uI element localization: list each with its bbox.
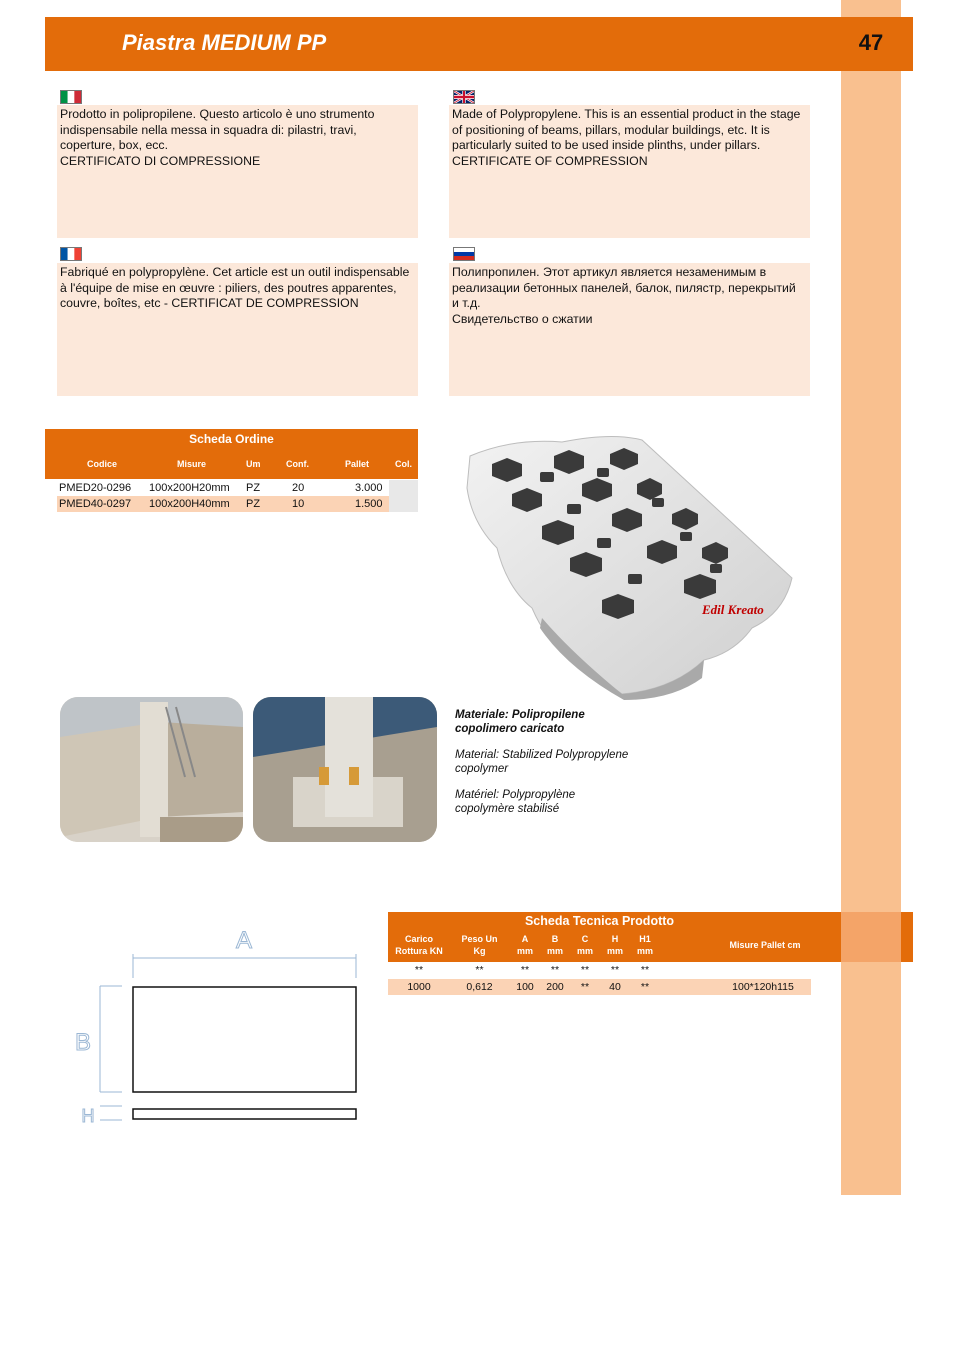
- description-russian: [449, 263, 810, 396]
- description-french: [57, 263, 418, 396]
- description-line: couvre, boîtes, etc - CERTIFICAT DE COMPRESSION: [60, 296, 359, 310]
- material-line: copolymer: [455, 763, 509, 775]
- technical-header-side: [841, 912, 901, 962]
- page-number: 47: [858, 30, 884, 55]
- description-line: of positioning of beams, pillars, modular buildings, etc. It is: [452, 122, 770, 137]
- tech-cell: 0,612: [466, 981, 493, 993]
- tech-col-label: B: [551, 934, 559, 944]
- description-line: CERTIFICATE OF COMPRESSION: [452, 153, 648, 168]
- italy-flag-icon: [60, 90, 82, 104]
- order-cell-pallet: 3.000: [355, 482, 383, 494]
- tech-col-a: [510, 933, 540, 957]
- tech-col-unit: mm: [516, 946, 533, 956]
- order-row: [57, 496, 389, 512]
- tech-cell: **: [580, 981, 590, 993]
- material-line: Matériel: Polypropylène: [455, 789, 576, 801]
- material-italian: [455, 708, 585, 736]
- material-line: copolimero caricato: [455, 723, 565, 735]
- description-line: indispensabile nella messa in squadra di: pilastri, travi,: [60, 122, 357, 137]
- tech-col-b: [540, 933, 570, 957]
- tech-row: [388, 979, 811, 995]
- tech-row: [388, 962, 811, 978]
- material-line: copolymère stabilisé: [455, 803, 560, 815]
- order-cell-codice: PMED20-0296: [59, 482, 132, 494]
- tech-col-label: A: [521, 934, 529, 944]
- description-line: Fabriqué en polypropylène. Cet article est un outil indispensable: [60, 265, 410, 279]
- tech-cell: **: [520, 964, 530, 976]
- description-line: Made of Polypropylene. This is an essential product in the stage: [452, 107, 801, 121]
- tech-col-unit: Rottura KN: [395, 946, 443, 956]
- tech-cell: **: [610, 964, 620, 976]
- material-line: Materiale: Polipropilene: [455, 709, 585, 721]
- tech-col-h: [600, 933, 630, 957]
- order-cell-misure: 100x200H20mm: [149, 482, 230, 494]
- tech-cell: **: [414, 964, 424, 976]
- tech-col-pallet: Misure Pallet cm: [729, 940, 801, 950]
- material-french: [455, 788, 575, 816]
- tech-col-unit: mm: [576, 946, 593, 956]
- description-line: реализации бетонных панелей, балок, пилястр, перекрытий: [452, 280, 796, 295]
- product-logo-text: Edil Kreato: [702, 602, 764, 617]
- order-table-header: [45, 429, 418, 479]
- tech-cell: **: [640, 981, 650, 993]
- description-italian: [57, 105, 418, 238]
- order-cell-um: PZ: [246, 498, 261, 510]
- tech-col-unit: mm: [546, 946, 563, 956]
- tech-col-label: H: [611, 934, 619, 944]
- order-col-misure: Misure: [177, 459, 207, 469]
- tech-cell: **: [550, 964, 560, 976]
- material-english: [455, 748, 628, 776]
- tech-col-label: Carico: [404, 934, 433, 944]
- order-cell-codice: PMED40-0297: [59, 498, 132, 510]
- dimension-label-h: H: [81, 1106, 95, 1126]
- tech-cell: 1000: [407, 981, 431, 993]
- order-col-col: Col.: [395, 459, 412, 469]
- description-line: coperture, box, ecc.: [60, 138, 168, 152]
- tech-col-unit: mm: [606, 946, 623, 956]
- construction-photo-wall: [60, 697, 243, 842]
- dimension-label-b: B: [74, 1029, 92, 1056]
- construction-photo-pillar: [253, 697, 437, 842]
- order-cell-conf: 20: [292, 482, 305, 494]
- tech-cell: **: [580, 964, 590, 976]
- order-cell-um: PZ: [246, 482, 261, 494]
- tech-cell: 200: [546, 981, 564, 993]
- order-table-title: Scheda Ordine: [189, 432, 274, 446]
- order-col-conf: Conf.: [286, 459, 309, 469]
- page-title: Piastra MEDIUM PP: [122, 30, 327, 55]
- description-line: Свидетельство о сжатии: [452, 311, 593, 326]
- tech-col-unit: Kg: [473, 946, 486, 956]
- tech-cell: **: [475, 964, 484, 976]
- tech-col-peso: [452, 933, 507, 957]
- description-english: [449, 105, 810, 238]
- description-line: particularly suited to be used inside plinths, under pillars.: [452, 138, 761, 152]
- tech-cell: 40: [609, 981, 621, 993]
- tech-col-label: Peso Un: [461, 934, 498, 944]
- description-line: и т.д.: [452, 296, 481, 310]
- tech-col-label: C: [581, 934, 589, 944]
- tech-col-carico: [390, 933, 448, 957]
- russia-flag-icon: [453, 247, 475, 261]
- product-plate-image: [452, 428, 797, 700]
- order-cell-conf: 10: [292, 498, 305, 510]
- order-col-codice: Codice: [87, 459, 118, 469]
- france-flag-icon: [60, 247, 82, 261]
- order-cell-pallet: 1.500: [355, 498, 383, 510]
- order-col-pallet: Pallet: [345, 459, 370, 469]
- tech-col-label: H1: [639, 934, 651, 944]
- order-col-um: Um: [246, 459, 261, 469]
- description-line: à l'équipe de mise en œuvre : piliers, des poutres apparentes,: [60, 280, 397, 295]
- tech-cell: **: [640, 964, 650, 976]
- side-strip: [841, 0, 901, 1195]
- order-row: [57, 480, 389, 496]
- tech-col-h1: [630, 933, 660, 957]
- order-color-cell: [389, 480, 418, 512]
- description-line: CERTIFICATO DI COMPRESSIONE: [60, 153, 261, 168]
- technical-table-title: Scheda Tecnica Prodotto: [524, 914, 675, 928]
- material-line: Material: Stabilized Polypropylene: [455, 749, 629, 761]
- tech-col-c: [570, 933, 600, 957]
- order-cell-misure: 100x200H40mm: [149, 498, 230, 510]
- dimension-drawing: [70, 920, 370, 1130]
- description-line: Prodotto in polipropilene. Questo articolo è uno strumento: [60, 107, 375, 121]
- description-line: Полипропилен. Этот артикул является незаменимым в: [452, 265, 767, 279]
- uk-flag-icon: [453, 90, 475, 104]
- tech-cell-pallet: 100*120h115: [732, 981, 794, 993]
- tech-col-unit: mm: [636, 946, 653, 956]
- dimension-label-a: A: [235, 927, 253, 954]
- tech-cell: 100: [516, 981, 534, 993]
